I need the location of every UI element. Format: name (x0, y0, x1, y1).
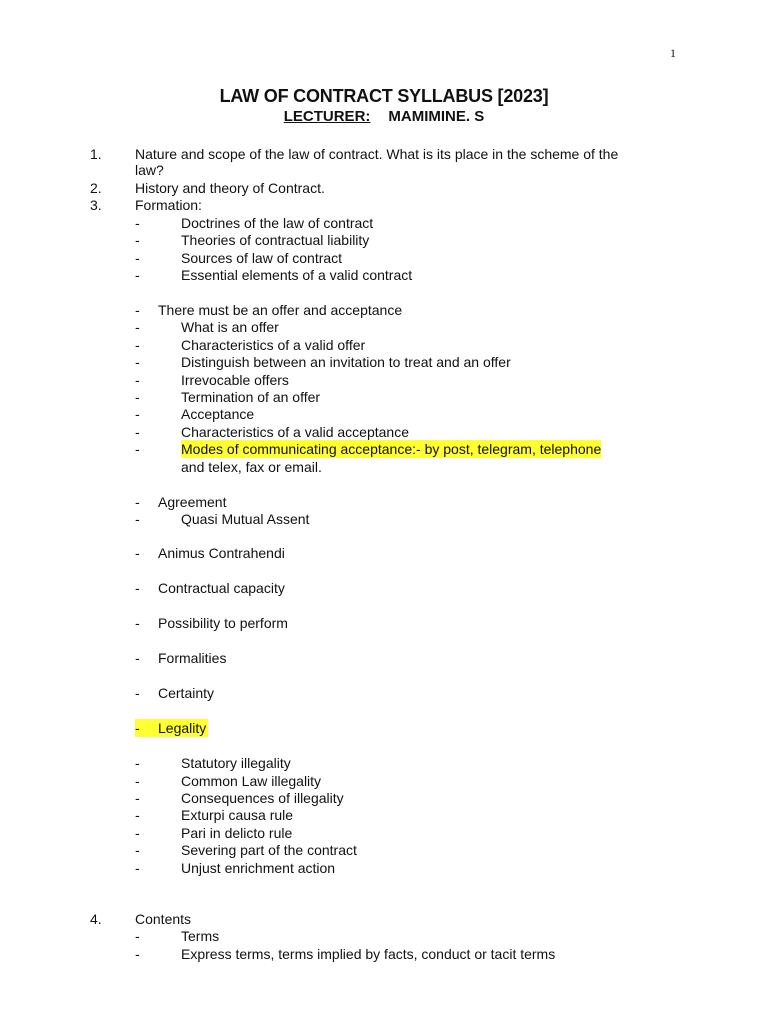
sub-item-text: and telex, fax or email. (181, 459, 322, 475)
bullet-dash: - (135, 337, 140, 353)
sub-item-text: Terms (181, 928, 220, 944)
sub-item-text: Unjust enrichment action (181, 860, 336, 876)
sub-heading-text: Agreement (158, 494, 227, 510)
bullet-dash: - (135, 319, 140, 335)
bullet-dash: - (135, 790, 140, 806)
bullet-dash: - (135, 928, 140, 944)
highlighted-text: Modes of communicating acceptance:- by post, telegram, telephone (181, 441, 602, 457)
page-number: 1 (670, 46, 676, 60)
item-text: Contents (135, 911, 192, 927)
item-text: Formation: (135, 197, 202, 213)
item-number: 1. (90, 146, 102, 162)
item-text: Nature and scope of the law of contract. What is its place in the scheme of the (135, 146, 619, 162)
bullet-dash: - (135, 372, 140, 388)
bullet-dash: - (135, 389, 140, 405)
sub-item-text: Express terms, terms implied by facts, conduct or tacit terms (181, 946, 556, 962)
sub-item-text: Distinguish between an invitation to treat and an offer (181, 354, 511, 370)
sub-item-text: Common Law illegality (181, 773, 322, 789)
bullet-dash: - (135, 424, 140, 440)
sub-item-text: Characteristics of a valid offer (181, 337, 366, 353)
bullet-dash: - (135, 755, 140, 771)
document-title: LAW OF CONTRACT SYLLABUS [2023] (219, 86, 549, 106)
sub-heading-text: Animus Contrahendi (158, 545, 285, 561)
sub-item-text: Termination of an offer (181, 389, 321, 405)
item-number: 3. (90, 197, 102, 213)
highlighted-heading (135, 719, 208, 737)
sub-heading-text: There must be an offer and acceptance (158, 302, 403, 318)
bullet-dash: - (135, 545, 140, 561)
bullet-dash: - (135, 354, 140, 370)
sub-heading-text: Formalities (158, 650, 227, 666)
sub-heading-text: Possibility to perform (158, 615, 288, 631)
bullet-dash: - (135, 267, 140, 283)
sub-item-text: Sources of law of contract (181, 250, 343, 266)
bullet-dash: - (135, 825, 140, 841)
sub-item-text: Exturpi causa rule (181, 807, 294, 823)
bullet-dash: - (135, 807, 140, 823)
bullet-dash: - (135, 650, 140, 666)
sub-item-text: Theories of contractual liability (181, 232, 370, 248)
lecturer-name: MAMIMINE. S (388, 108, 485, 125)
sub-item-text: Consequences of illegality (181, 790, 344, 806)
lecturer-line (0, 108, 768, 125)
sub-item-text: Severing part of the contract (181, 842, 357, 858)
sub-item-text: Doctrines of the law of contract (181, 215, 374, 231)
bullet-dash: - (135, 406, 140, 422)
item-number: 2. (90, 180, 102, 196)
sub-item-text: Essential elements of a valid contract (181, 267, 413, 283)
lecturer-label: LECTURER: (283, 108, 371, 125)
bullet-dash: - (135, 250, 140, 266)
bullet-dash: - (135, 441, 140, 457)
sub-item-text: Statutory illegality (181, 755, 291, 771)
item-text: History and theory of Contract. (135, 180, 325, 196)
bullet-dash: - (135, 511, 140, 527)
sub-item-text: Acceptance (181, 406, 255, 422)
bullet-dash: - (135, 842, 140, 858)
bullet-dash: - (135, 946, 140, 962)
bullet-dash: - (135, 302, 140, 318)
sub-item-text: Quasi Mutual Assent (181, 511, 310, 527)
item-number: 4. (90, 911, 102, 927)
bullet-dash: - (135, 580, 140, 596)
bullet-dash: - (135, 232, 140, 248)
bullet-dash: - (135, 719, 158, 737)
bullet-dash: - (135, 615, 140, 631)
bullet-dash: - (135, 685, 140, 701)
sub-item-text: Pari in delicto rule (181, 825, 293, 841)
sub-item-text: Characteristics of a valid acceptance (181, 424, 409, 440)
sub-heading-text: Contractual capacity (158, 580, 285, 596)
bullet-dash: - (135, 773, 140, 789)
sub-item-text: What is an offer (181, 319, 279, 335)
sub-heading-text: Certainty (158, 685, 215, 701)
item-text: law? (135, 162, 164, 178)
sub-heading-text: Legality (158, 720, 207, 736)
bullet-dash: - (135, 215, 140, 231)
bullet-dash: - (135, 860, 140, 876)
bullet-dash: - (135, 494, 140, 510)
sub-item-text: Irrevocable offers (181, 372, 289, 388)
